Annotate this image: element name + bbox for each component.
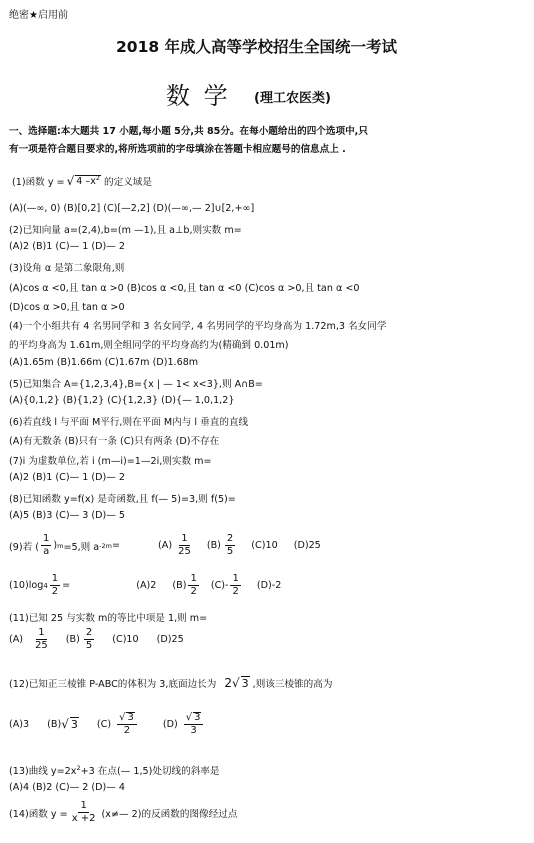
question-13-stem: (13)曲线 $y=2x^2+3$ 在点(— 1,5)处切线的斜率是	[9, 763, 220, 777]
instructions-line-2: 有一项是符合题目要求的,将所选项前的字母填涂在答题卡相应题号的信息点上 .	[9, 144, 346, 155]
exam-title: 2018 年成人高等学校招生全国统一考试	[116, 38, 398, 56]
question-9: (9)若 ( $\frac{1}{a}$ ) m =5,则 a -2m = (A) $\frac{1}{25}$ (B) $\frac{2}{5}$ (C)10 (D)25	[9, 533, 321, 557]
question-5-stem: (5)已知集合 A={1,2,3,4},B={x | — 1< x<3},则 A∩B=	[9, 379, 263, 390]
question-11-options: (A) $\frac{1}{25}$ (B) $\frac{2}{5}$ (C)10 (D)25	[9, 627, 184, 651]
question-10: (10)log 4 $\frac{1}{2}$ = (A)2 (B) $\frac{1}{2}$ (C)- $\frac{1}{2}$ (D)-2	[9, 573, 282, 597]
question-1-stem: (1)函数 y = √ 4 $-x^2$ 的定义域是	[12, 173, 152, 188]
question-13-options: (A)4 (B)2 (C)— 2 (D)— 4	[9, 782, 126, 793]
question-4-options: (A)1.65m (B)1.66m (C)1.67m (D)1.68m	[9, 357, 199, 368]
question-12-stem: (12)已知正三棱锥 P-ABC的体积为 3,底面边长为 2 √ 3 ,则该三棱锥的高为	[9, 676, 333, 690]
question-6-stem: (6)若直线 l 与平面 M平行,则在平面 M内与 l 垂直的直线	[9, 417, 249, 428]
question-3-options-2: (D)cos α >0,且 tan α >0	[9, 302, 125, 313]
question-3-options: (A)cos α <0,且 tan α >0 (B)cos α <0,且 tan α <0 (C)cos α >0,且 tan α <0	[9, 283, 360, 294]
question-4-line-1: (4)一个小组共有 4 名男同学和 3 名女同学, 4 名男同学的平均身高为 1.72m,3 名女同学	[9, 321, 387, 332]
question-4-line-2: 的平均身高为 1.61m,则全组同学的平均身高约为(精确到 0.01m)	[9, 340, 289, 351]
question-11-stem: (11)已知 25 与实数 m的等比中项是 1,则 m=	[9, 613, 208, 624]
question-12-options: (A)3 (B) √ 3 (C) $\frac{√ 3}{2}$ (D) $\frac{√ 3}{3}$	[9, 712, 205, 736]
question-7-options: (A)2 (B)1 (C)— 1 (D)— 2	[9, 472, 126, 483]
question-2-options: (A)2 (B)1 (C)— 1 (D)— 2	[9, 241, 126, 252]
question-8-options: (A)5 (B)3 (C)— 3 (D)— 5	[9, 510, 126, 521]
question-8-stem: (8)已知函数 y=f(x) 是奇函数,且 f(— 5)=3,则 f(5)=	[9, 494, 236, 505]
question-6-options: (A)有无数条 (B)只有一条 (C)只有两条 (D)不存在	[9, 436, 220, 447]
subject-category: (理工农医类)	[254, 91, 331, 106]
subject-title: 数 学	[166, 82, 231, 110]
question-7-stem: (7)i 为虚数单位,若 i (m—i)=1—2i,则实数 m=	[9, 456, 212, 467]
question-5-options: (A){0,1,2} (B){1,2} (C){1,2,3} (D){— 1,0,1,2}	[9, 395, 235, 406]
instructions-line-1: 一、选择题:本大题共 17 小题,每小题 5分,共 85分。在每小题给出的四个选项中,只	[9, 126, 368, 137]
question-3-stem: (3)设角 α 是第二象限角,则	[9, 263, 125, 274]
secret-label: 绝密★启用前	[9, 10, 68, 21]
question-2-stem: (2)已知向量 a=(2,4),b=(m —1),且 a⊥b,则实数 m=	[9, 225, 242, 236]
question-1-options: (A)(—∞, 0) (B)[0,2] (C)[—2,2] (D)(—∞,— 2]∪[2,+∞]	[9, 203, 255, 214]
question-14-stem: (14)函数 y = $\frac{1}{x +2}$ (x≠— 2)的反函数的图像经过点	[9, 800, 238, 824]
